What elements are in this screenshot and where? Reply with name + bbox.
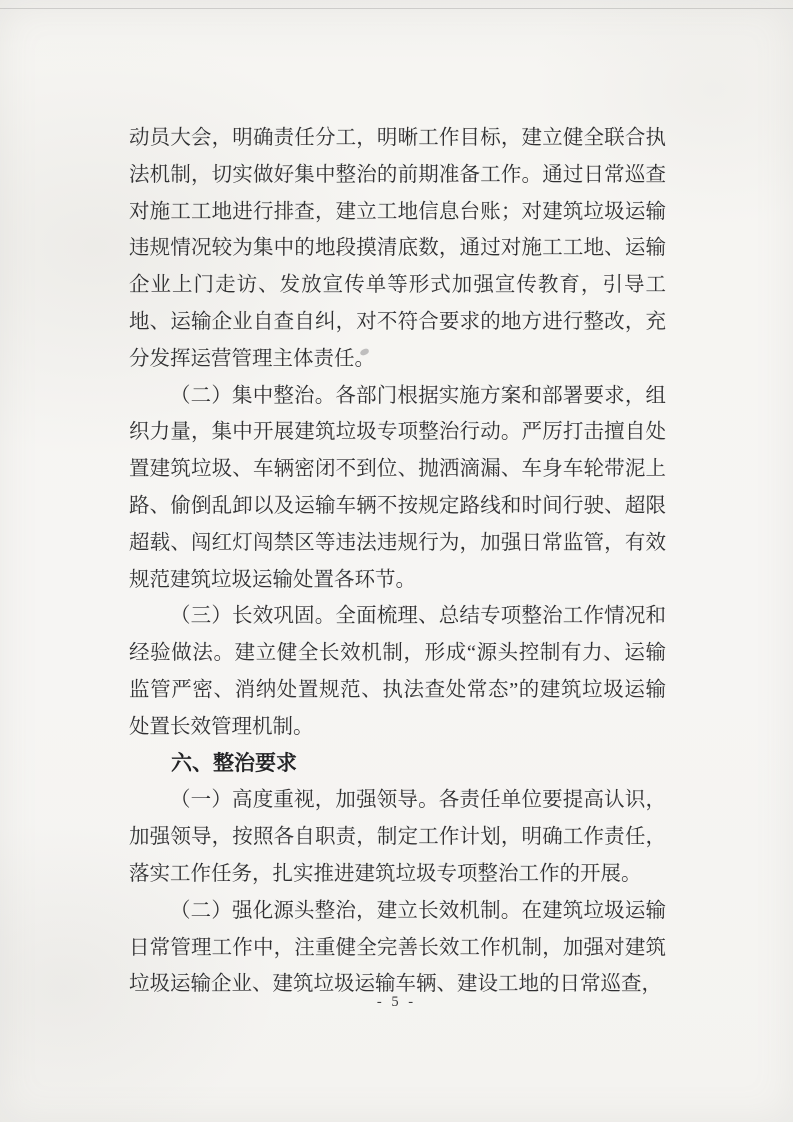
paragraph-continuation: 动员大会，明确责任分工，明晰工作目标，建立健全联合执法机制，切实做好集中整治的前期准备工作。通过日常巡查对施工工地进行排查，建立工地信息台账；对建筑垃圾运输违规情况较为集中的地段摸清底数，通过对施工工地、运输企业上门走访、发放宣传单等形式加强宣传教育，引导工地、运输企业自查自纠，对不符合要求的地方进行整改，充分发挥运营管理主体责任。 bbox=[129, 127, 666, 370]
section-heading-remediation-requirements: 六、整治要求 bbox=[171, 751, 297, 775]
paragraph-requirement-2-source-remediation: （二）强化源头整治，建立长效机制。在建筑垃圾运输日常管理工作中，注重健全完善长效工作机制，加强对建筑垃圾运输企业、建筑垃圾运输车辆、建设工地的日常巡查， bbox=[129, 899, 666, 996]
paragraph-requirement-1-attach-importance: （一）高度重视，加强领导。各责任单位要提高认识，加强领导，按照各自职责，制定工作计划，明确工作责任，落实工作任务，扎实推进建筑垃圾专项整治工作的开展。 bbox=[129, 789, 666, 885]
paragraph-item-2-concentrated-remediation: （二）集中整治。各部门根据实施方案和部署要求，组织力量，集中开展建筑垃圾专项整治行动。严厉打击擅自处置建筑垃圾、车辆密闭不到位、抛洒滴漏、车身车轮带泥上路、偷倒乱卸以及运输车辆不按规定路线和时间行驶、超限超载、闯红灯闯禁区等违法违规行为，加强日常监管，有效规范建筑垃圾运输处置各环节。 bbox=[129, 384, 666, 591]
paragraph-item-3-long-term-consolidation: （三）长效巩固。全面梳理、总结专项整治工作情况和经验做法。建立健全长效机制，形成“源头控制有力、运输监管严密、消纳处置规范、执法查处常态”的建筑垃圾运输处置长效管理机制。 bbox=[129, 605, 666, 738]
document-body bbox=[129, 120, 666, 1003]
scan-top-edge-artifact bbox=[0, 8, 793, 9]
page-number: - 5 - bbox=[376, 994, 417, 1010]
